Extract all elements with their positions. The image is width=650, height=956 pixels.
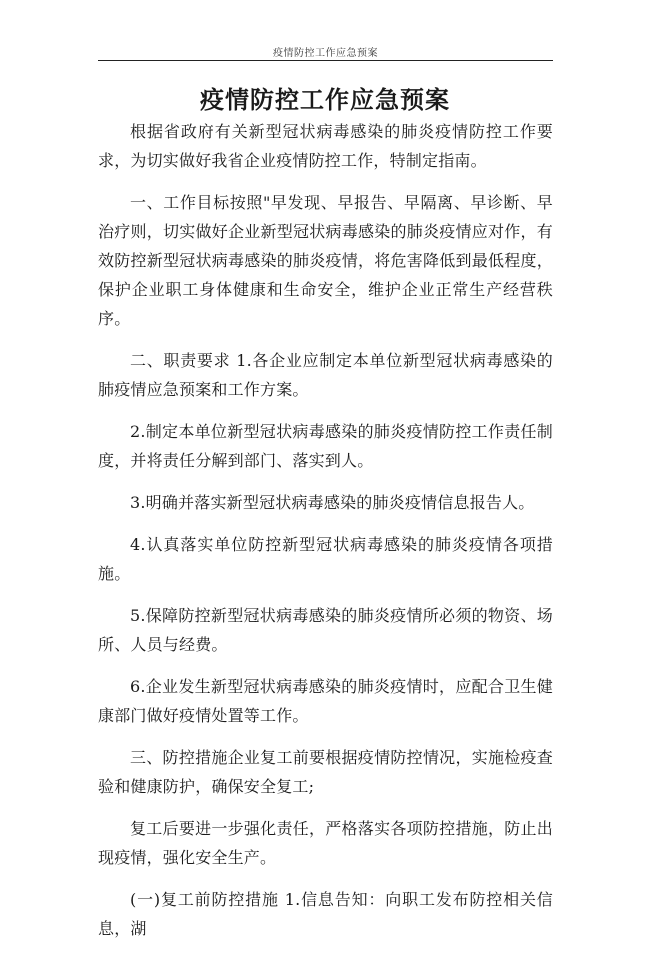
paragraph-work-goals: 一、工作目标按照"早发现、早报告、早隔离、早诊断、早治疗则，切实做好企业新型冠状病毒感染的肺炎疫情应对作，有效防控新型冠状病毒感染的肺炎疫情，将危害降低到最低程度，保护企业职工身体健康和生命安全，维护企业正常生产经营秩序。	[98, 193, 553, 328]
paragraph-duty-5: 5.保障防控新型冠状病毒感染的肺炎疫情所必须的物资、场所、人员与经费。	[98, 606, 553, 654]
paragraph-duty-4: 4.认真落实单位防控新型冠状病毒感染的肺炎疫情各项措施。	[98, 535, 553, 583]
running-header: 疫情防控工作应急预案	[273, 48, 378, 59]
paragraph-duty-6: 6.企业发生新型冠状病毒感染的肺炎疫情时，应配合卫生健康部门做好疫情处置等工作。	[98, 677, 553, 725]
paragraph-after-resume: 复工后要进一步强化责任，严格落实各项防控措施，防止出现疫情，强化安全生产。	[98, 819, 553, 867]
paragraph-measures: 三、防控措施企业复工前要根据疫情防控情况，实施检疫查验和健康防护，确保安全复工;	[98, 748, 553, 796]
document-body	[98, 117, 553, 956]
paragraph-duty-3: 3.明确并落实新型冠状病毒感染的肺炎疫情信息报告人。	[130, 493, 535, 512]
paragraph-intro: 根据省政府有关新型冠状病毒感染的肺炎疫情防控工作要求，为切实做好我省企业疫情防控工作，特制定指南。	[98, 122, 553, 170]
paragraph-duty-2: 2.制定本单位新型冠状病毒感染的肺炎疫情防控工作责任制度，并将责任分解到部门、落实到人。	[98, 422, 553, 470]
paragraph-duty-1: 二、职责要求 1.各企业应制定本单位新型冠状病毒感染的肺疫情应急预案和工作方案。	[98, 351, 553, 399]
document-title: 疫情防控工作应急预案	[200, 86, 450, 114]
paragraph-pre-resume: (一)复工前防控措施 1.信息告知：向职工发布防控相关信息，湖	[98, 890, 553, 938]
header-rule	[98, 60, 553, 61]
